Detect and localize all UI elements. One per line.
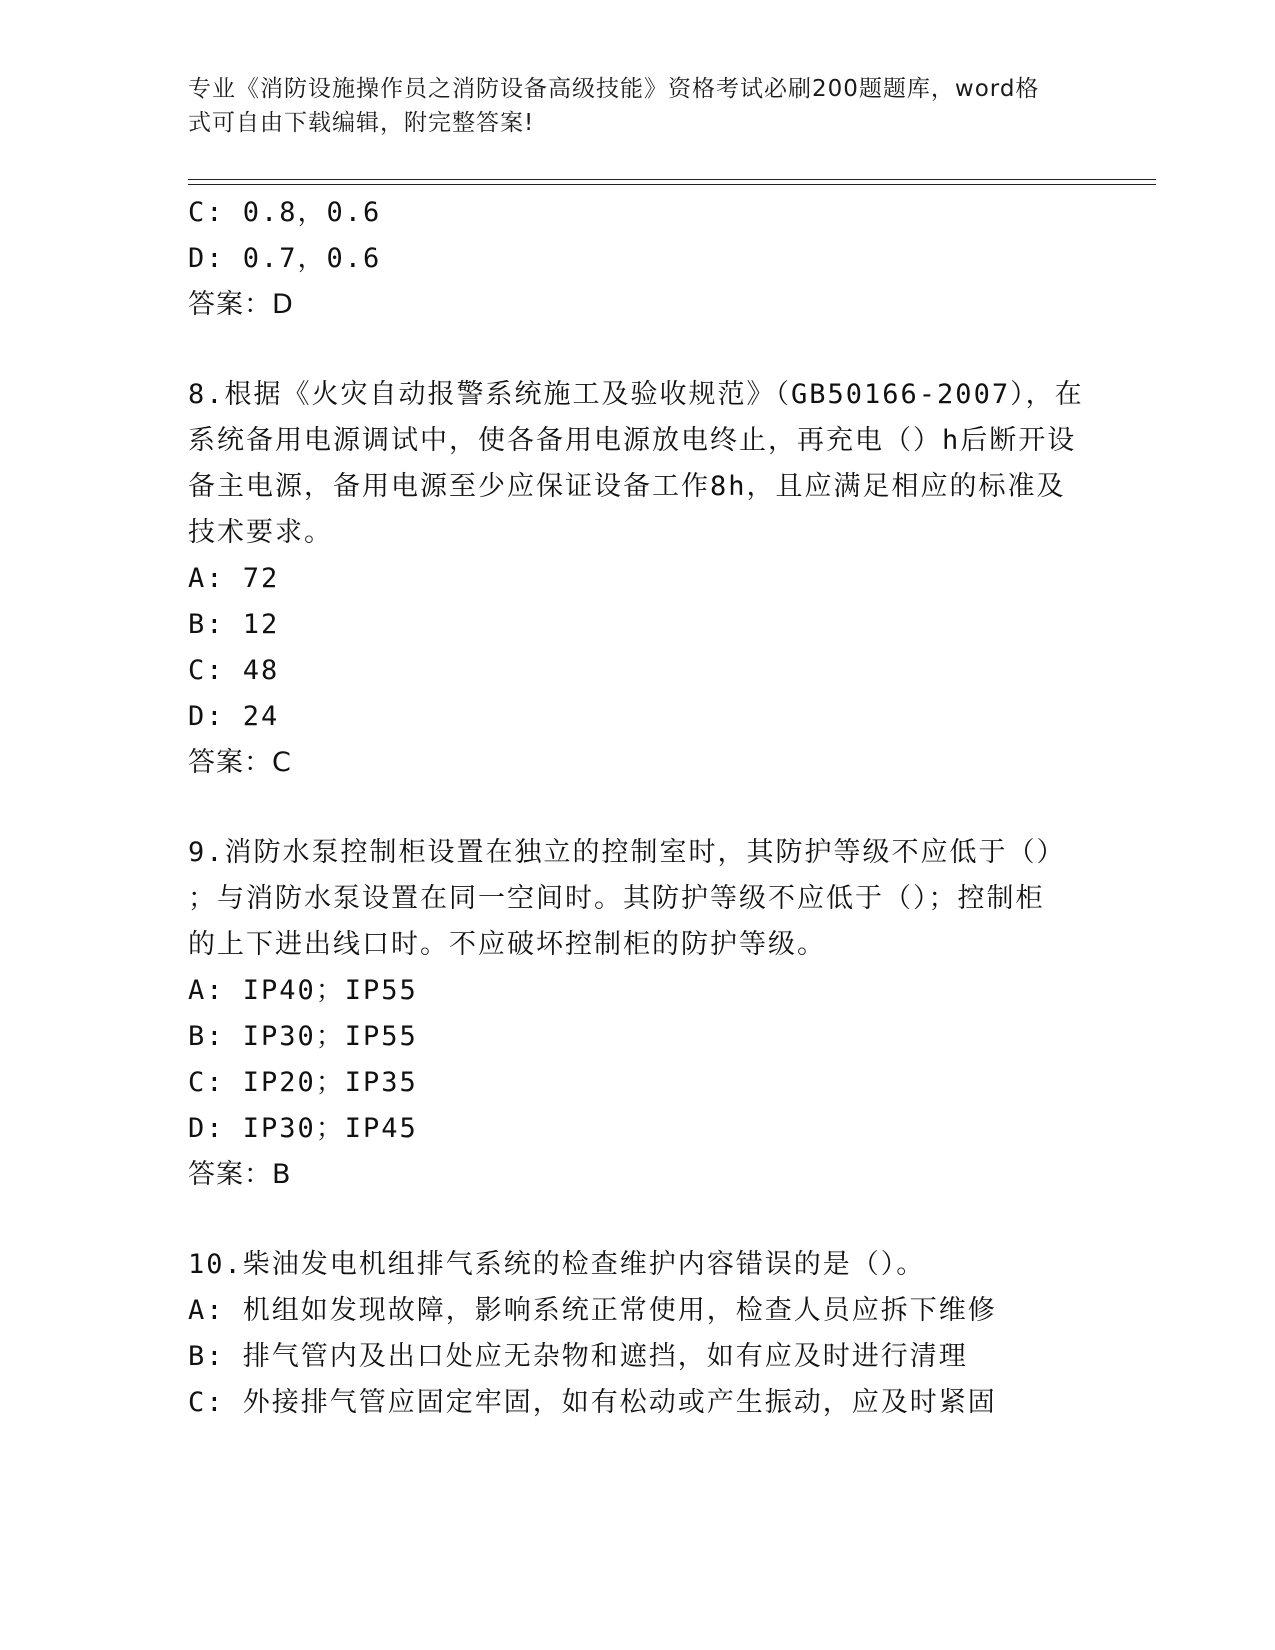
- option-c: C: 48: [188, 655, 280, 686]
- question-text: 的上下进出线口时。不应破坏控制柜的防护等级。: [188, 929, 826, 960]
- answer: 答案：B: [188, 1159, 292, 1190]
- answer: 答案：D: [188, 289, 294, 320]
- option-a: A: 机组如发现故障，影响系统正常使用，检查人员应拆下维修: [188, 1295, 997, 1326]
- question-text: 系统备用电源调试中，使各备用电源放电终止，再充电（）h后断开设: [188, 425, 1077, 456]
- question-text: 8.根据《火灾自动报警系统施工及验收规范》（GB50166-2007），在: [188, 379, 1084, 410]
- option-c: C: 0.8，0.6: [188, 197, 382, 228]
- header-divider-bottom: [188, 184, 1156, 185]
- document-header: [188, 72, 1068, 140]
- question-text: 技术要求。: [188, 517, 333, 548]
- option-b: B: IP30；IP55: [188, 1021, 418, 1052]
- option-a: A: 72: [188, 563, 280, 594]
- question-7-remainder: [188, 190, 1188, 328]
- option-c: C: 外接排气管应固定牢固，如有松动或产生振动，应及时紧固: [188, 1387, 997, 1418]
- question-10: [188, 1242, 1188, 1426]
- option-b: B: 排气管内及出口处应无杂物和遮挡，如有应及时进行清理: [188, 1341, 968, 1372]
- header-line-2: 式可自由下载编辑，附完整答案!: [188, 110, 535, 136]
- document-body: [188, 190, 1188, 1426]
- option-c: C: IP20；IP35: [188, 1067, 418, 1098]
- option-d: D: 24: [188, 701, 280, 732]
- question-text: 10.柴油发电机组排气系统的检查维护内容错误的是（）。: [188, 1249, 926, 1280]
- answer: 答案：C: [188, 747, 292, 778]
- question-8: [188, 372, 1188, 786]
- question-text: ；与消防水泵设置在同一空间时。其防护等级不应低于（）；控制柜: [188, 883, 1045, 914]
- header-line-1: 专业《消防设施操作员之消防设备高级技能》资格考试必刷200题题库，word格: [188, 76, 1040, 102]
- option-d: D: IP30；IP45: [188, 1113, 418, 1144]
- option-a: A: IP40；IP55: [188, 975, 418, 1006]
- option-d: D: 0.7，0.6: [188, 243, 382, 274]
- option-b: B: 12: [188, 609, 280, 640]
- question-text: 备主电源，备用电源至少应保证设备工作8h，且应满足相应的标准及: [188, 471, 1066, 502]
- question-9: [188, 830, 1188, 1198]
- question-text: 9.消防水泵控制柜设置在独立的控制室时，其防护等级不应低于（）: [188, 837, 1066, 868]
- header-divider-top: [188, 179, 1156, 180]
